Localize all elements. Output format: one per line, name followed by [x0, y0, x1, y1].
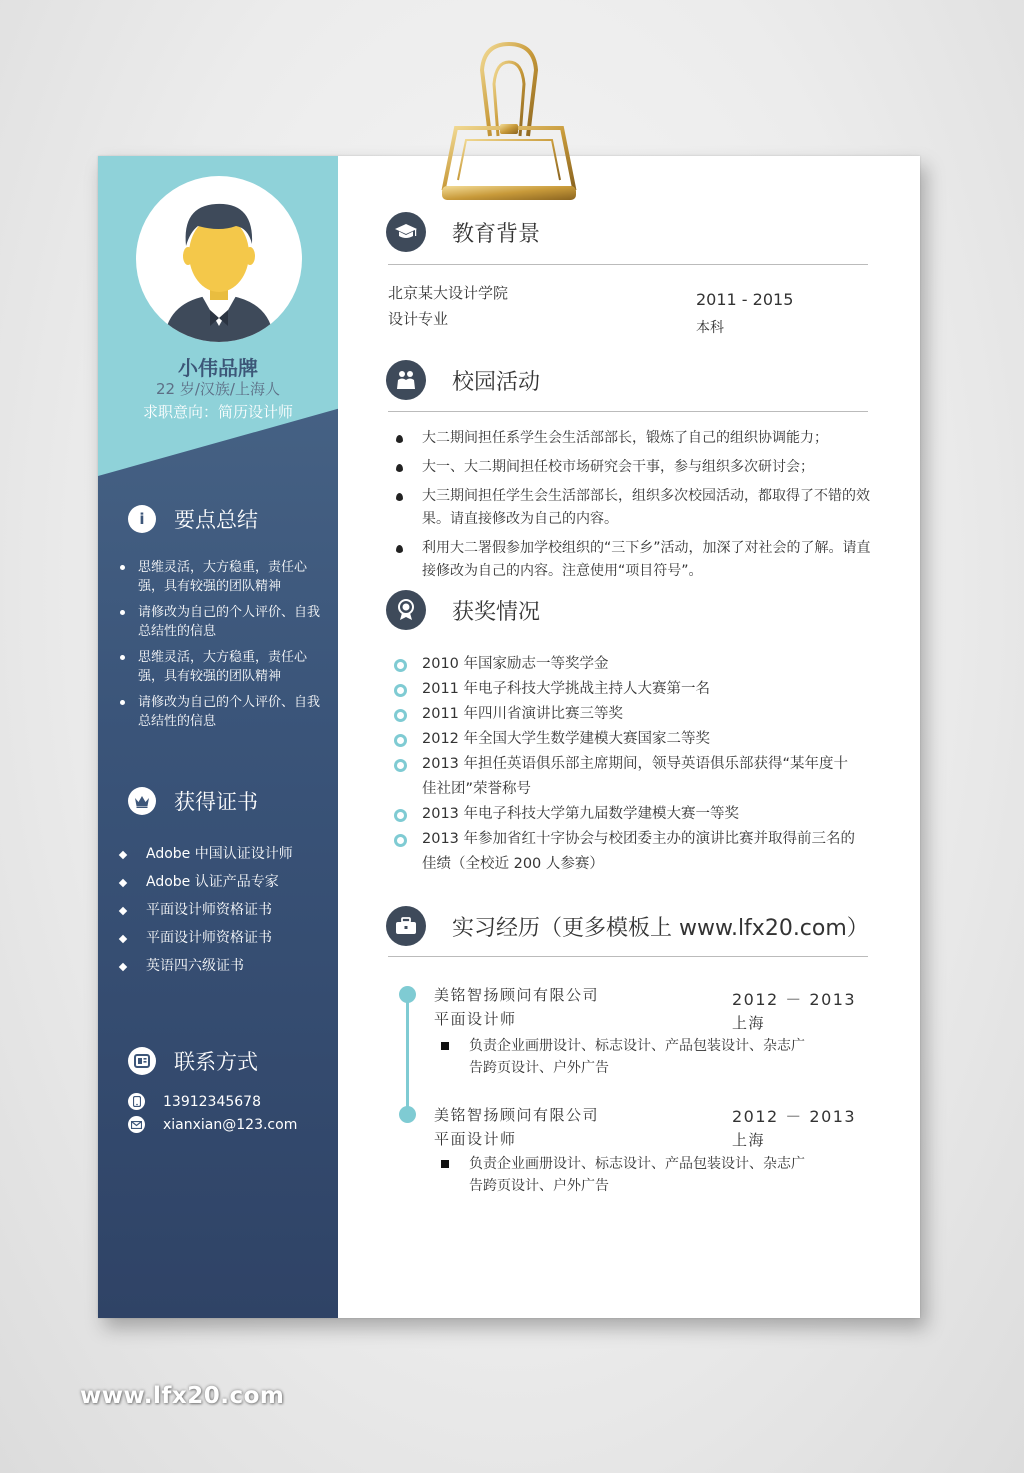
sidebar	[98, 156, 338, 1318]
education-years: 2011 - 2015	[696, 290, 794, 309]
list-item: 平面设计师资格证书	[116, 901, 321, 920]
crown-icon	[128, 787, 156, 815]
briefcase-icon	[386, 906, 426, 946]
list-item: 平面设计师资格证书	[116, 929, 321, 948]
contact-heading	[128, 1046, 258, 1076]
timeline-dot	[399, 1106, 416, 1123]
contact-card-icon	[128, 1047, 156, 1075]
activities-list	[392, 427, 872, 589]
education-heading	[386, 212, 540, 252]
watermark: www.lfx20.com	[80, 1383, 285, 1409]
awards-list	[392, 652, 862, 877]
contact-email	[128, 1116, 297, 1133]
activities-title: 校园活动	[452, 369, 541, 395]
school-name: 北京某大设计学院	[388, 284, 509, 302]
list-item: Adobe 中国认证设计师	[116, 845, 321, 864]
job-description: 负责企业画册设计、标志设计、产品包装设计、杂志广告跨页设计、户外广告	[438, 1153, 808, 1197]
list-item: 思维灵活，大方稳重，责任心强，具有较强的团队精神	[116, 648, 321, 686]
activities-heading	[386, 360, 540, 400]
main-content	[338, 156, 920, 1318]
contact-title: 联系方式	[174, 1050, 258, 1074]
job-location: 上海	[732, 1014, 766, 1032]
list-item: 思维灵活，大方稳重，责任心强，具有较强的团队精神	[116, 558, 321, 596]
email-address: xianxian@123.com	[163, 1116, 298, 1133]
avatar-person-icon	[136, 176, 302, 342]
avatar	[136, 176, 302, 342]
divider	[388, 956, 868, 957]
list-item: 英语四六级证书	[116, 957, 321, 976]
major: 设计专业	[388, 310, 449, 328]
list-item: 利用大二署假参加学校组织的“三下乡”活动，加深了对社会的了解。请直接修改为自己的内容。注意使用“项目符号”。	[392, 537, 872, 583]
certificates-title: 获得证书	[174, 790, 258, 814]
summary-heading	[128, 504, 258, 534]
candidate-name: 小伟品牌	[178, 356, 258, 380]
timeline-line	[406, 994, 409, 1114]
awards-heading	[386, 590, 540, 630]
job-company: 美铭智扬顾问有限公司	[434, 1106, 600, 1124]
job-location: 上海	[732, 1131, 766, 1149]
phone-number: 13912345678	[163, 1093, 261, 1110]
list-item: 大二期间担任系学生会生活部部长，锻炼了自己的组织协调能力；	[392, 427, 872, 450]
internship-heading	[386, 906, 869, 946]
job-company: 美铭智扬顾问有限公司	[434, 986, 600, 1004]
education-title: 教育背景	[452, 221, 541, 247]
summary-title: 要点总结	[174, 508, 258, 532]
job-years: 2012 － 2013	[732, 990, 857, 1009]
internship-title: 实习经历（更多模板上 www.lfx20.com）	[452, 915, 869, 941]
certificates-heading	[128, 786, 258, 816]
timeline-dot	[399, 986, 416, 1003]
list-item: 2011 年电子科技大学挑战主持人大赛第一名	[392, 677, 862, 702]
info-icon: i	[128, 505, 156, 533]
binder-clip-icon	[438, 40, 580, 212]
job-description: 负责企业画册设计、标志设计、产品包装设计、杂志广告跨页设计、户外广告	[438, 1035, 808, 1079]
job-years: 2012 － 2013	[732, 1107, 857, 1126]
email-icon	[128, 1116, 145, 1133]
list-item: 2013 年参加省红十字协会与校团委主办的演讲比赛并取得前三名的佳绩（全校近 200 人参赛）	[392, 827, 862, 877]
people-activity-icon	[386, 360, 426, 400]
list-item: 请修改为自己的个人评价、自我总结性的信息	[116, 693, 321, 731]
divider	[388, 264, 868, 265]
medal-icon	[386, 590, 426, 630]
education-degree: 本科	[696, 320, 724, 336]
list-item: Adobe 认证产品专家	[116, 873, 321, 892]
list-item: 大一、大二期间担任校市场研究会干事，参与组织多次研讨会；	[392, 456, 872, 479]
phone-icon	[128, 1093, 145, 1110]
summary-list	[116, 558, 321, 738]
list-item: 2012 年全国大学生数学建模大赛国家二等奖	[392, 727, 862, 752]
list-item: 请修改为自己的个人评价、自我总结性的信息	[116, 603, 321, 641]
certificates-list	[116, 845, 321, 985]
graduation-cap-icon	[386, 212, 426, 252]
contact-phone	[128, 1093, 261, 1110]
resume-page	[98, 156, 920, 1318]
awards-title: 获奖情况	[452, 599, 541, 625]
list-item: 2013 年电子科技大学第九届数学建模大赛一等奖	[392, 802, 862, 827]
list-item: 2011 年四川省演讲比赛三等奖	[392, 702, 862, 727]
job-position: 平面设计师	[434, 1010, 517, 1028]
list-item: 大三期间担任学生会生活部部长，组织多次校园活动，都取得了不错的效果。请直接修改为自己的内容。	[392, 485, 872, 531]
list-item: 2013 年担任英语俱乐部主席期间，领导英语俱乐部获得“某年度十佳社团”荣誉称号	[392, 752, 862, 802]
divider	[388, 411, 868, 412]
job-intent: 求职意向：简历设计师	[142, 403, 293, 421]
list-item: 2010 年国家励志一等奖学金	[392, 652, 862, 677]
candidate-details: 22 岁/汉族/上海人	[156, 380, 280, 398]
job-position: 平面设计师	[434, 1130, 517, 1148]
